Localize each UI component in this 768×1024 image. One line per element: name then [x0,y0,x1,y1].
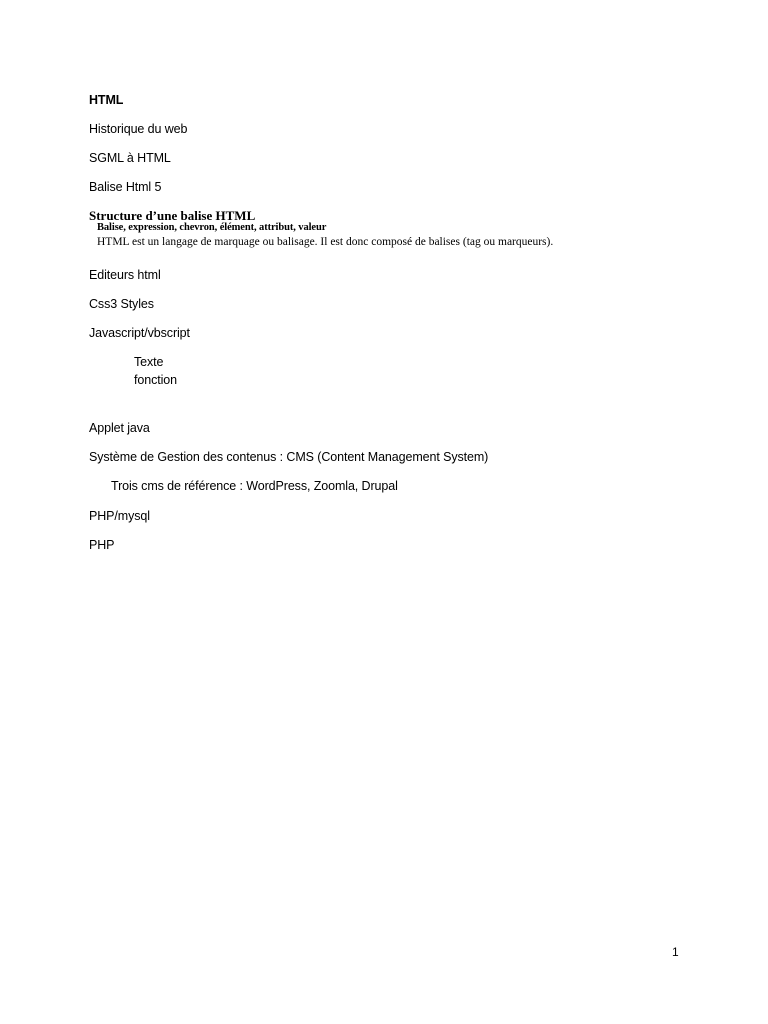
list-item-css3: Css3 Styles [89,297,154,311]
sub-item-texte: Texte [134,355,164,369]
structure-subtitle: Balise, expression, chevron, élément, attribut, valeur [97,222,327,233]
list-item-javascript: Javascript/vbscript [89,326,190,340]
list-item-php-mysql: PHP/mysql [89,509,150,523]
list-item-balise-html5: Balise Html 5 [89,180,162,194]
list-item-historique: Historique du web [89,122,188,136]
list-item-applet: Applet java [89,421,150,435]
page-number: 1 [672,945,679,959]
sub-item-fonction: fonction [134,373,177,387]
list-item-cms: Système de Gestion des contenus : CMS (Content Management System) [89,450,489,464]
list-item-php: PHP [89,538,115,552]
structure-title: Structure d’une balise HTML [89,208,256,223]
cms-references: Trois cms de référence : WordPress, Zoomla, Drupal [111,479,398,493]
structure-description: HTML est un langage de marquage ou balisage. Il est donc composé de balises (tag ou marqueurs). [97,236,554,248]
doc-heading: HTML [89,93,124,107]
list-item-sgml: SGML à HTML [89,151,171,165]
list-item-editeurs: Editeurs html [89,268,161,282]
